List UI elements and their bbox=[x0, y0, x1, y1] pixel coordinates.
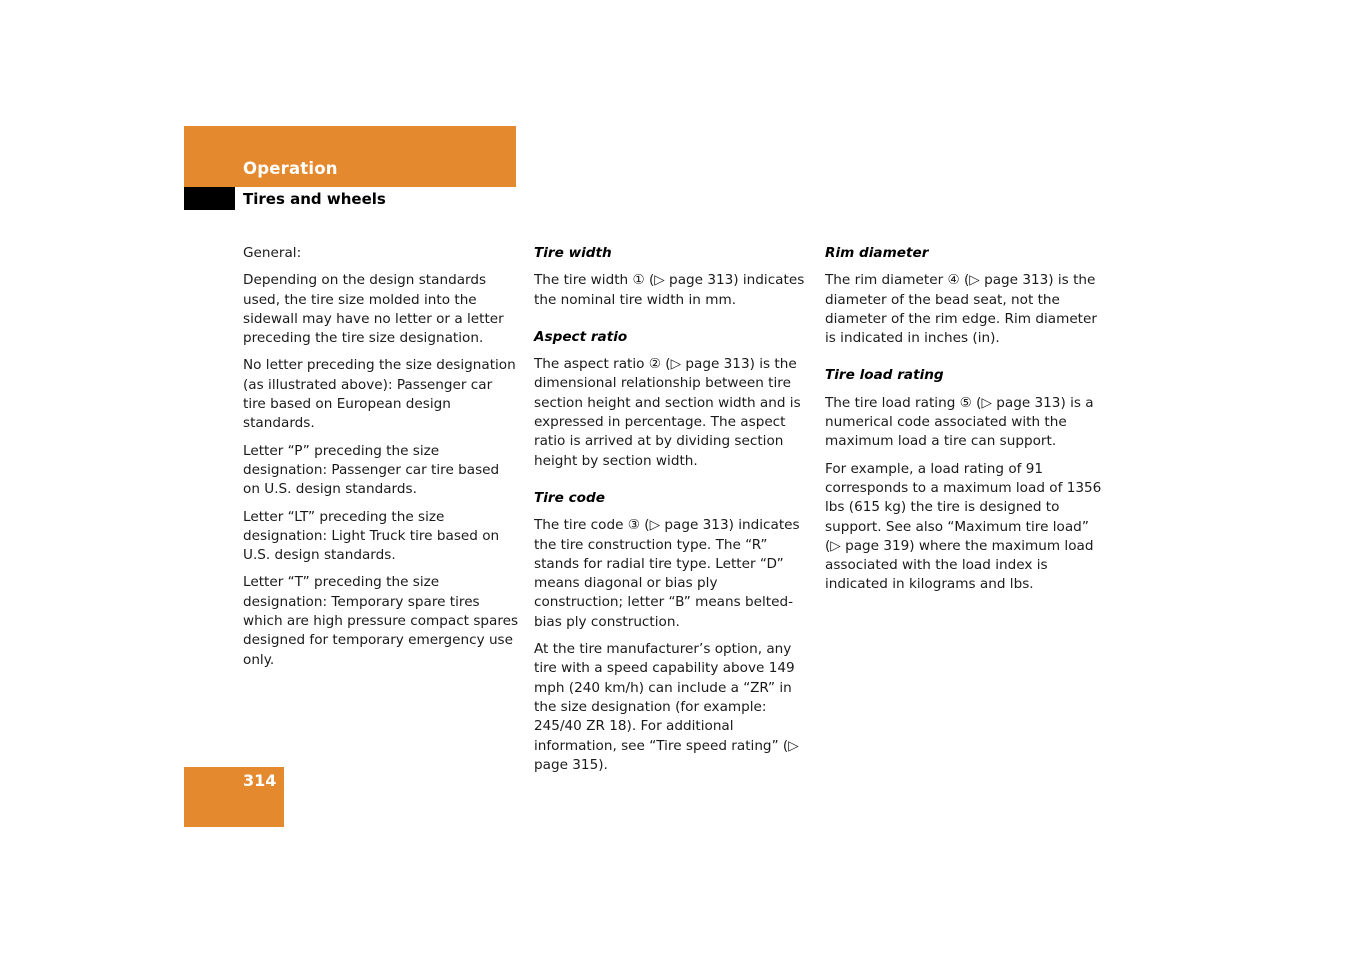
paragraph: At the tire manufacturer’s option, any tire with a speed capability above 149 mph (240 km/h) can include a “ZR” in the size designation (for example: 245/40 ZR 18). For additional information, see “Tire speed rating” (▷ page 315). bbox=[534, 641, 799, 773]
paragraph: Letter “P” preceding the size designation: Passenger car tire based on U.S. design standards. bbox=[243, 442, 500, 498]
paragraph: Letter “LT” preceding the size designation: Light Truck tire based on U.S. design standards. bbox=[243, 508, 500, 564]
subsection-marker bbox=[184, 187, 235, 210]
paragraph: Letter “T” preceding the size designation: Temporary spare tires which are high pressure compact spares designed for temporary emergency use only. bbox=[243, 574, 519, 668]
section-header-bar bbox=[184, 126, 516, 187]
page-number: 314 bbox=[243, 771, 277, 790]
text-column-3 bbox=[825, 244, 1105, 603]
subheading: Aspect ratio bbox=[534, 328, 628, 345]
subsection-title: Tires and wheels bbox=[243, 190, 386, 208]
paragraph: The rim diameter ④ (▷ page 313) is the diameter of the bead seat, not the diameter of the rim edge. Rim diameter is indicated in inches (in). bbox=[825, 272, 1097, 347]
subheading: Tire load rating bbox=[825, 367, 944, 384]
paragraph: The aspect ratio ② (▷ page 313) is the dimensional relationship between tire section height and section width and is expressed in percentage. The aspect ratio is arrived at by dividing section height by section width. bbox=[534, 356, 801, 469]
paragraph: General: bbox=[243, 245, 302, 261]
text-column-1 bbox=[243, 244, 519, 678]
paragraph: The tire width ① (▷ page 313) indicates the nominal tire width in mm. bbox=[534, 272, 805, 308]
paragraph: The tire load rating ⑤ (▷ page 313) is a numerical code associated with the maximum load a tire can support. bbox=[825, 394, 1094, 450]
text-column-2 bbox=[534, 244, 810, 783]
subheading: Rim diameter bbox=[825, 245, 929, 261]
paragraph: The tire code ③ (▷ page 313) indicates the tire construction type. The “R” stands for radial tire type. Letter “D” means diagonal or bias ply construction; letter “B” means belted-bias ply construction. bbox=[534, 517, 800, 630]
paragraph: Depending on the design standards used, the tire size molded into the sidewall may have no letter or a letter preceding the tire size designation. bbox=[243, 272, 504, 347]
paragraph: For example, a load rating of 91 corresponds to a maximum load of 1356 lbs (615 kg) the tire is designed to support. See also “Maximum tire load” (▷ page 319) where the maximum load associated with the load index is indicated in kilograms and lbs. bbox=[825, 460, 1102, 593]
section-title: Operation bbox=[243, 159, 338, 178]
subheading: Tire width bbox=[534, 245, 612, 261]
subheading: Tire code bbox=[534, 489, 605, 506]
paragraph: No letter preceding the size designation (as illustrated above): Passenger car tire based on European design standards. bbox=[243, 357, 516, 432]
